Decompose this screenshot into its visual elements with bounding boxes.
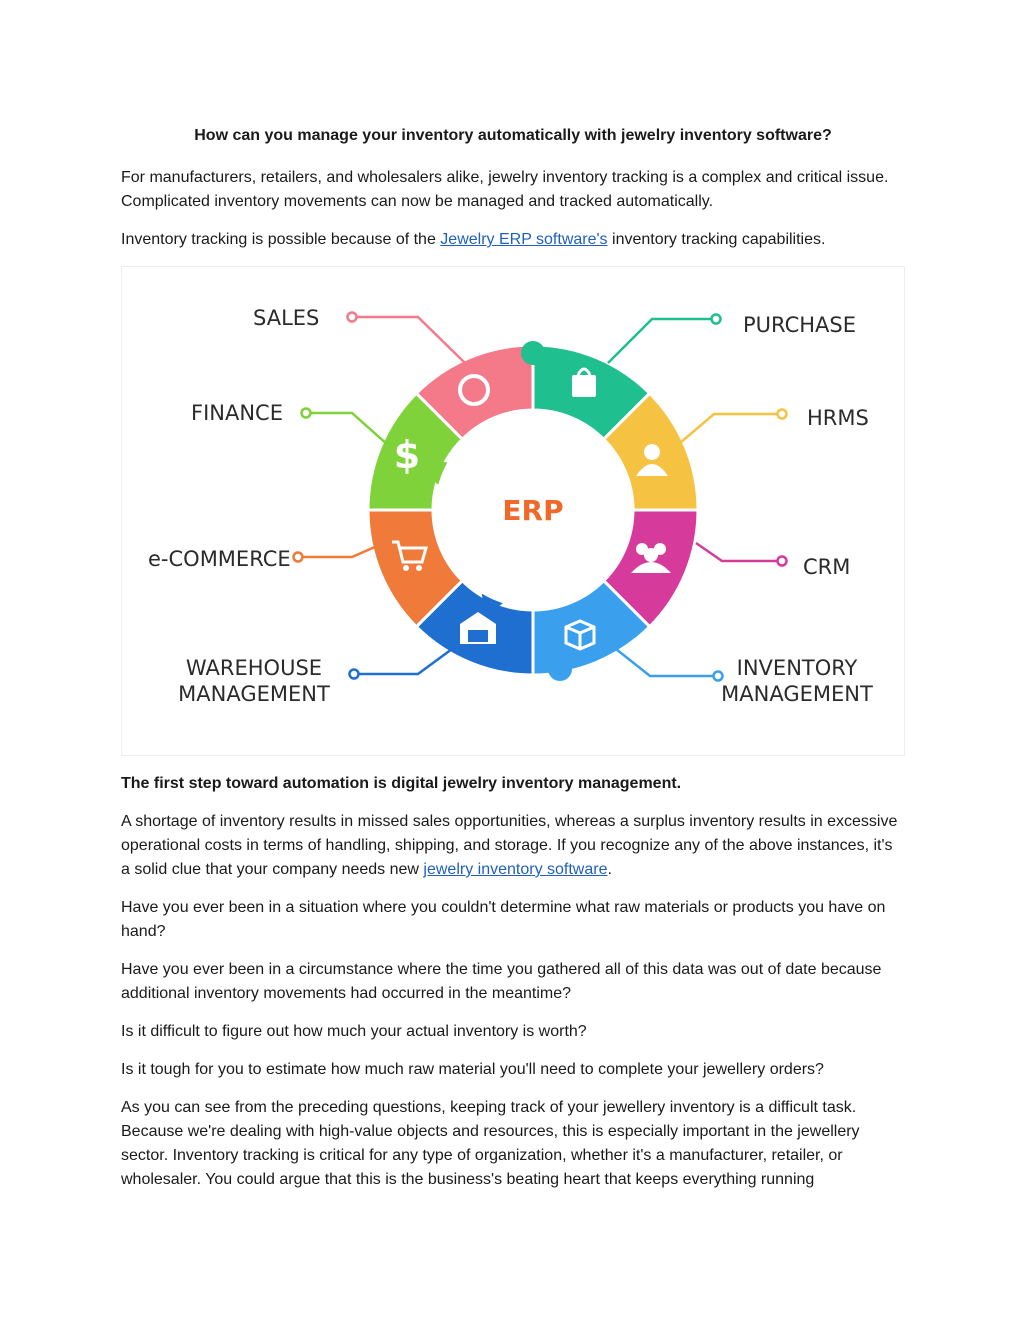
question-paragraph-2: Have you ever been in a circumstance where the time you gathered all of this data was out of date because additional inventory movements had occurred in the meantime? [121, 961, 882, 1002]
page-title: How can you manage your inventory automatically with jewelry inventory software? [194, 127, 832, 144]
tracking-paragraph [121, 228, 905, 252]
jewelry-inventory-software-link[interactable]: jewelry inventory software [423, 861, 608, 878]
question-paragraph-3: Is it difficult to figure out how much your actual inventory is worth? [121, 1023, 587, 1040]
erp-diagram [121, 266, 905, 756]
dollar-icon [394, 433, 420, 477]
erp-diagram-svg [122, 267, 906, 757]
label-inventory-line2: MANAGEMENT [721, 682, 873, 706]
label-warehouse-line1: WAREHOUSE [185, 656, 323, 680]
label-hrms: HRMS [807, 406, 869, 430]
question-paragraph-4: Is it tough for you to estimate how much raw material you'll need to complete your jewellery orders? [121, 1061, 824, 1078]
label-ecommerce: e-COMMERCE [148, 547, 291, 571]
label-finance: FINANCE [191, 401, 283, 425]
label-warehouse-line2: MANAGEMENT [178, 682, 330, 706]
document-page [121, 118, 905, 1206]
closing-paragraph: As you can see from the preceding questions, keeping track of your jewellery inventory is a difficult task. Because we're dealing with high-value objects and resources, this is especially important in the jewellery sector. Inventory tracking is critical for any type of organization, whether it's a manufacturer, retailer, or wholesaler. You could argue that this is the business's beating heart that keeps everything running [121, 1099, 860, 1188]
intro-paragraph: For manufacturers, retailers, and wholesalers alike, jewelry inventory tracking is a complex and critical issue. Complicated inventory movements can now be managed and tracked automatically. [121, 169, 889, 210]
shortage-text-after: . [607, 861, 612, 878]
erp-center-label: ERP [502, 494, 564, 527]
label-inventory-line1: INVENTORY [736, 656, 858, 680]
tracking-text-before: Inventory tracking is possible because of the [121, 231, 441, 248]
jewelry-erp-link[interactable]: Jewelry ERP software's [440, 231, 608, 248]
label-purchase: PURCHASE [743, 313, 856, 337]
question-paragraph-1: Have you ever been in a situation where you couldn't determine what raw materials or products you have on hand? [121, 899, 886, 940]
tracking-text-after: inventory tracking capabilities. [607, 231, 826, 248]
shortage-paragraph [121, 810, 905, 882]
svg-text:$: $ [393, 433, 421, 477]
shortage-text-before: A shortage of inventory results in missed sales opportunities, whereas a surplus inventory results in excessive operational costs in terms of handling, shipping, and storage. If you recognize any of the above instances, it's a solid clue that your company needs new [121, 813, 898, 878]
label-crm: CRM [803, 555, 851, 579]
label-sales: SALES [253, 306, 320, 330]
section-subheading: The first step toward automation is digital jewelry inventory management. [121, 775, 682, 792]
